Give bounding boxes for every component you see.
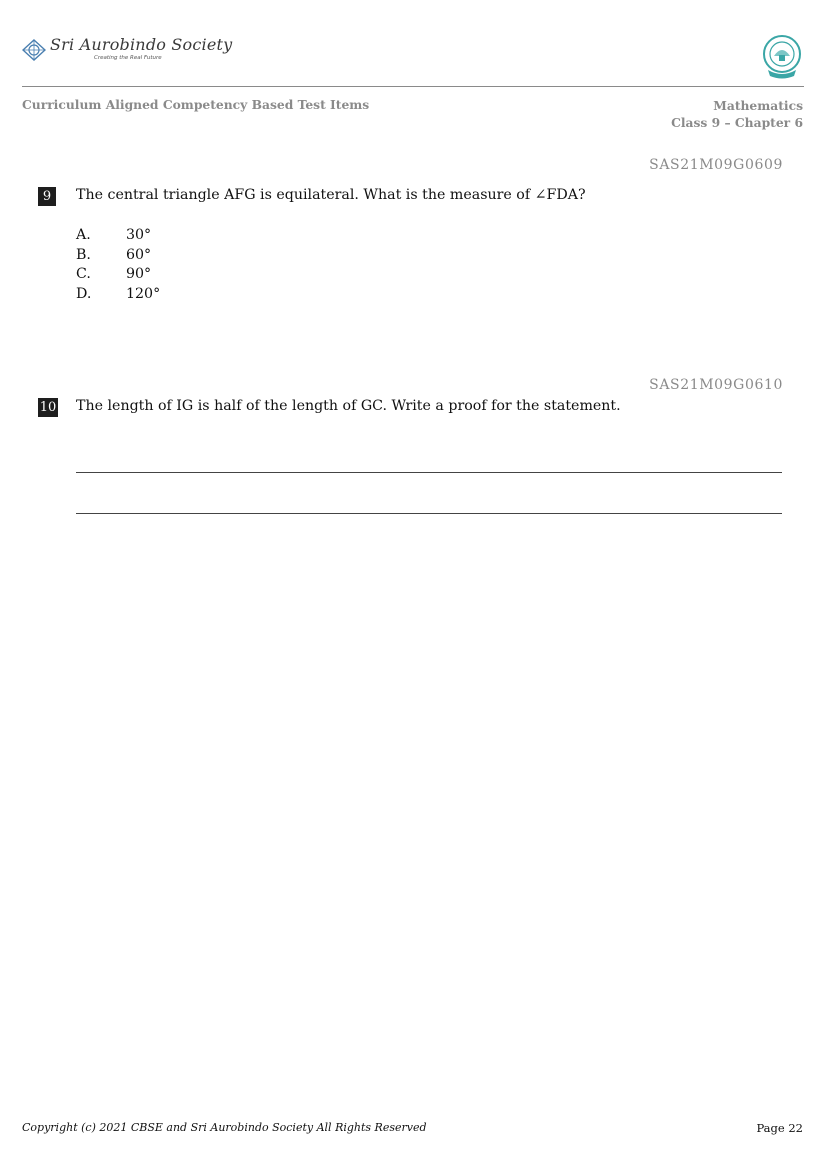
document-title: Curriculum Aligned Competency Based Test Items — [22, 97, 370, 112]
cbse-emblem-icon — [760, 34, 804, 82]
subject-label: Mathematics — [713, 98, 803, 113]
option-value: 30° — [126, 227, 152, 243]
option-value: 90° — [126, 266, 152, 283]
sri-aurobindo-society-logo-icon — [22, 39, 46, 61]
question-number-box: 9 — [38, 187, 56, 206]
subject-info — [671, 97, 803, 131]
copyright-text: Copyright (c) 2021 CBSE and Sri Aurobindo Society All Rights Reserved — [22, 1121, 427, 1134]
option-value: 60° — [126, 246, 152, 263]
header-rule — [22, 86, 804, 87]
answer-line[interactable] — [76, 513, 782, 514]
sri-aurobindo-society-logo — [22, 36, 232, 61]
option-value: 120° — [126, 285, 161, 302]
option-item — [76, 285, 160, 305]
option-letter: A. — [76, 227, 91, 243]
org-name: Sri Aurobindo Society — [50, 35, 233, 54]
question-code: SAS21M09G0610 — [649, 377, 783, 393]
option-item — [76, 226, 160, 246]
option-letter: B. — [76, 246, 91, 263]
org-tagline: Creating the Real Future — [94, 55, 162, 61]
question-code: SAS21M09G0609 — [649, 157, 783, 173]
question-number-box: 10 — [39, 400, 57, 415]
question-text: The central triangle AFG is equilateral. What is the measure of ∠FDA? — [76, 187, 586, 203]
answer-line[interactable] — [76, 472, 782, 473]
option-letter: C. — [76, 266, 91, 283]
option-letter: D. — [76, 285, 92, 302]
question-text: The length of IG is half of the length of GC. Write a proof for the statement. — [76, 398, 621, 414]
page-number: Page 22 — [756, 1121, 803, 1135]
option-item — [76, 265, 160, 285]
options-list — [76, 226, 160, 304]
option-item — [76, 246, 160, 266]
class-chapter-label: Class 9 – Chapter 6 — [671, 115, 803, 130]
